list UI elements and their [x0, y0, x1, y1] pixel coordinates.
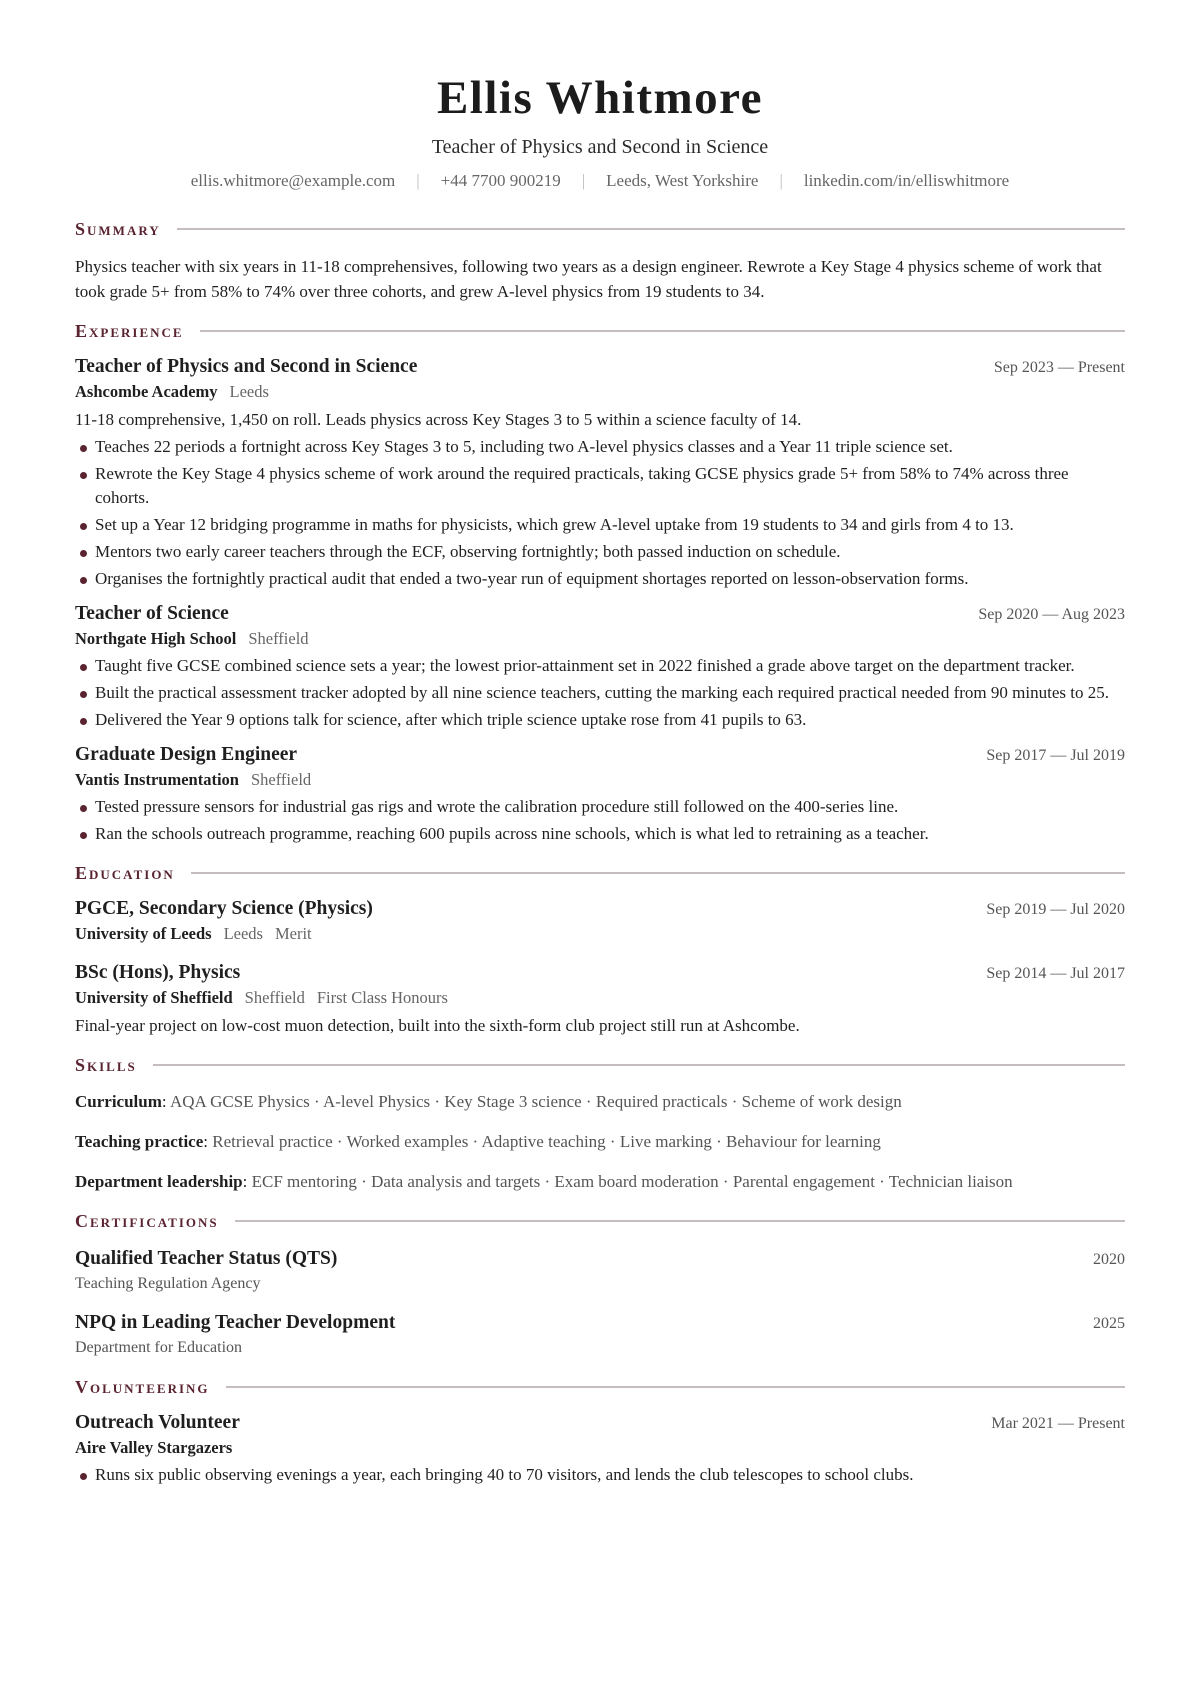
volunteer-bullets	[75, 1463, 1125, 1487]
skill-row: Teaching practice: Retrieval practice · Worked examples · Adaptive teaching · Live marking · Behaviour for learning	[75, 1132, 881, 1151]
summary-text: Physics teacher with six years in 11-18 comprehensives, following two years as a design engineer. Rewrote a Key Stage 4 physics scheme of work that took grade 5+ from 58% to 74% over three cohorts, and grew A-level physics from 19 students to 34.	[75, 257, 1102, 301]
candidate-role: Teacher of Physics and Second in Science	[431, 136, 769, 158]
degree-grade: First Class Honours	[316, 988, 448, 1007]
section-divider	[226, 1386, 1125, 1388]
bullet-item: Taught five GCSE combined science sets a year; the lowest prior-attainment set in 2022 finished a grade above target on the department tracker.	[75, 654, 1125, 678]
school-name: University of Sheffield	[75, 988, 233, 1007]
contact-linkedin[interactable]: linkedin.com/in/elliswhitmore	[803, 171, 1010, 190]
skill-items: Retrieval practice · Worked examples · Adaptive teaching · Live marking · Behaviour for learning	[212, 1132, 881, 1151]
contact-separator: |	[416, 171, 420, 190]
section-heading-summary	[75, 216, 1125, 242]
section-title: Summary	[75, 218, 161, 239]
job-dates: Sep 2020 — Aug 2023	[978, 606, 1125, 623]
certification-issuer: Teaching Regulation Agency	[75, 1275, 261, 1292]
section-heading-certifications	[75, 1208, 1125, 1234]
bullet-item: Delivered the Year 9 options talk for science, after which triple science uptake rose from 41 pupils to 63.	[75, 708, 1125, 732]
section-heading-education	[75, 860, 1125, 886]
section-divider	[200, 330, 1125, 332]
job-title: Teacher of Physics and Second in Science	[75, 356, 418, 377]
bullet-item: Set up a Year 12 bridging programme in maths for physicists, which grew A-level uptake from 19 students to 34 and girls from 4 to 13.	[75, 513, 1125, 537]
employer-name: Vantis Instrumentation	[75, 770, 239, 789]
job-bullets	[75, 795, 1125, 846]
section-title: Education	[75, 862, 175, 883]
job-title: Graduate Design Engineer	[75, 744, 298, 765]
skill-row: Department leadership: ECF mentoring · Data analysis and targets · Exam board moderation · Parental engagement · Technician liaison	[75, 1172, 1013, 1191]
job-dates: Sep 2017 — Jul 2019	[986, 747, 1125, 764]
bullet-item: Rewrote the Key Stage 4 physics scheme of work around the required practicals, taking GCSE physics grade 5+ from 58% to 74% across three cohorts.	[75, 462, 1125, 510]
section-title: Volunteering	[75, 1376, 210, 1397]
bullet-item: Tested pressure sensors for industrial gas rigs and wrote the calibration procedure still followed on the 400-series line.	[75, 795, 1125, 819]
degree-title: BSc (Hons), Physics	[75, 962, 241, 983]
skill-row: Curriculum: AQA GCSE Physics · A-level Physics · Key Stage 3 science · Required practicals · Scheme of work design	[75, 1092, 902, 1111]
skill-category: Teaching practice	[75, 1132, 204, 1151]
contact-phone[interactable]: +44 7700 900219	[440, 171, 561, 190]
job-location: Sheffield	[250, 770, 312, 789]
section-heading-skills	[75, 1052, 1125, 1078]
job-location: Sheffield	[248, 629, 309, 648]
skill-category: Curriculum	[75, 1092, 162, 1111]
education-dates: Sep 2014 — Jul 2017	[986, 965, 1125, 982]
certification-name: NPQ in Leading Teacher Development	[75, 1312, 396, 1333]
employer-name: Northgate High School	[75, 629, 237, 648]
experience-entry	[75, 354, 1125, 591]
bullet-item: Teaches 22 periods a fortnight across Key Stages 3 to 5, including two A-level physics classes and a Year 11 triple science set.	[75, 435, 1125, 459]
education-entry	[75, 896, 1125, 946]
degree-grade: Merit	[274, 924, 312, 943]
section-title: Experience	[75, 320, 184, 341]
resume-header	[75, 70, 1125, 192]
job-location: Leeds	[229, 382, 269, 401]
education-dates: Sep 2019 — Jul 2020	[986, 901, 1125, 918]
education-note: Final-year project on low-cost muon detection, built into the sixth-form club project still run at Ashcombe.	[75, 1016, 800, 1035]
bullet-item: Runs six public observing evenings a year, each bringing 40 to 70 visitors, and lends the club telescopes to school clubs.	[75, 1463, 1125, 1487]
section-divider	[177, 228, 1125, 230]
section-heading-volunteering	[75, 1374, 1125, 1400]
job-title: Teacher of Science	[75, 603, 229, 624]
experience-entry	[75, 742, 1125, 846]
education-entry	[75, 960, 1125, 1038]
skill-category: Department leadership	[75, 1172, 243, 1191]
job-description: 11-18 comprehensive, 1,450 on roll. Leads physics across Key Stages 3 to 5 within a science faculty of 14.	[75, 410, 802, 429]
contact-email[interactable]: ellis.whitmore@example.com	[190, 171, 396, 190]
bullet-item: Ran the schools outreach programme, reaching 600 pupils across nine schools, which is what led to retraining as a teacher.	[75, 822, 1125, 846]
certification-name: Qualified Teacher Status (QTS)	[75, 1248, 338, 1269]
candidate-name: Ellis Whitmore	[436, 72, 764, 124]
contact-separator: |	[581, 171, 586, 190]
volunteer-org: Aire Valley Stargazers	[75, 1438, 233, 1457]
section-divider	[191, 872, 1125, 874]
job-bullets	[75, 654, 1125, 732]
school-location: Sheffield	[244, 988, 305, 1007]
degree-title: PGCE, Secondary Science (Physics)	[75, 898, 373, 919]
volunteer-role: Outreach Volunteer	[75, 1412, 240, 1433]
section-title: Certifications	[75, 1210, 219, 1231]
school-name: University of Leeds	[75, 924, 212, 943]
contact-separator: |	[779, 171, 783, 190]
job-bullets	[75, 435, 1125, 591]
bullet-item: Organises the fortnightly practical audit that ended a two-year run of equipment shortages reported on lesson-observation forms.	[75, 567, 1125, 591]
volunteer-dates: Mar 2021 — Present	[991, 1415, 1125, 1432]
bullet-item: Mentors two early career teachers through the ECF, observing fortnightly; both passed induction on schedule.	[75, 540, 1125, 564]
certification-entry	[75, 1310, 1125, 1360]
bullet-item: Built the practical assessment tracker adopted by all nine science teachers, cutting the marking each required practical needed from 90 minutes to 25.	[75, 681, 1125, 705]
section-heading-experience	[75, 318, 1125, 344]
section-title: Skills	[75, 1054, 137, 1075]
school-location: Leeds	[223, 924, 263, 943]
section-divider	[235, 1220, 1125, 1222]
experience-entry	[75, 601, 1125, 732]
certification-entry	[75, 1246, 1125, 1296]
employer-name: Ashcombe Academy	[75, 382, 218, 401]
contact-location: Leeds, West Yorkshire	[606, 171, 759, 190]
job-dates: Sep 2023 — Present	[993, 359, 1125, 376]
certification-year: 2020	[1093, 1251, 1125, 1268]
contact-line	[75, 170, 1125, 192]
section-divider	[153, 1064, 1125, 1066]
certification-year: 2025	[1093, 1315, 1125, 1332]
volunteering-entry	[75, 1410, 1125, 1487]
certification-issuer: Department for Education	[75, 1339, 243, 1356]
skill-items: ECF mentoring · Data analysis and targets · Exam board moderation · Parental engagement · Technician liaison	[251, 1172, 1013, 1191]
skill-items: AQA GCSE Physics · A-level Physics · Key Stage 3 science · Required practicals · Scheme of work design	[169, 1092, 902, 1111]
